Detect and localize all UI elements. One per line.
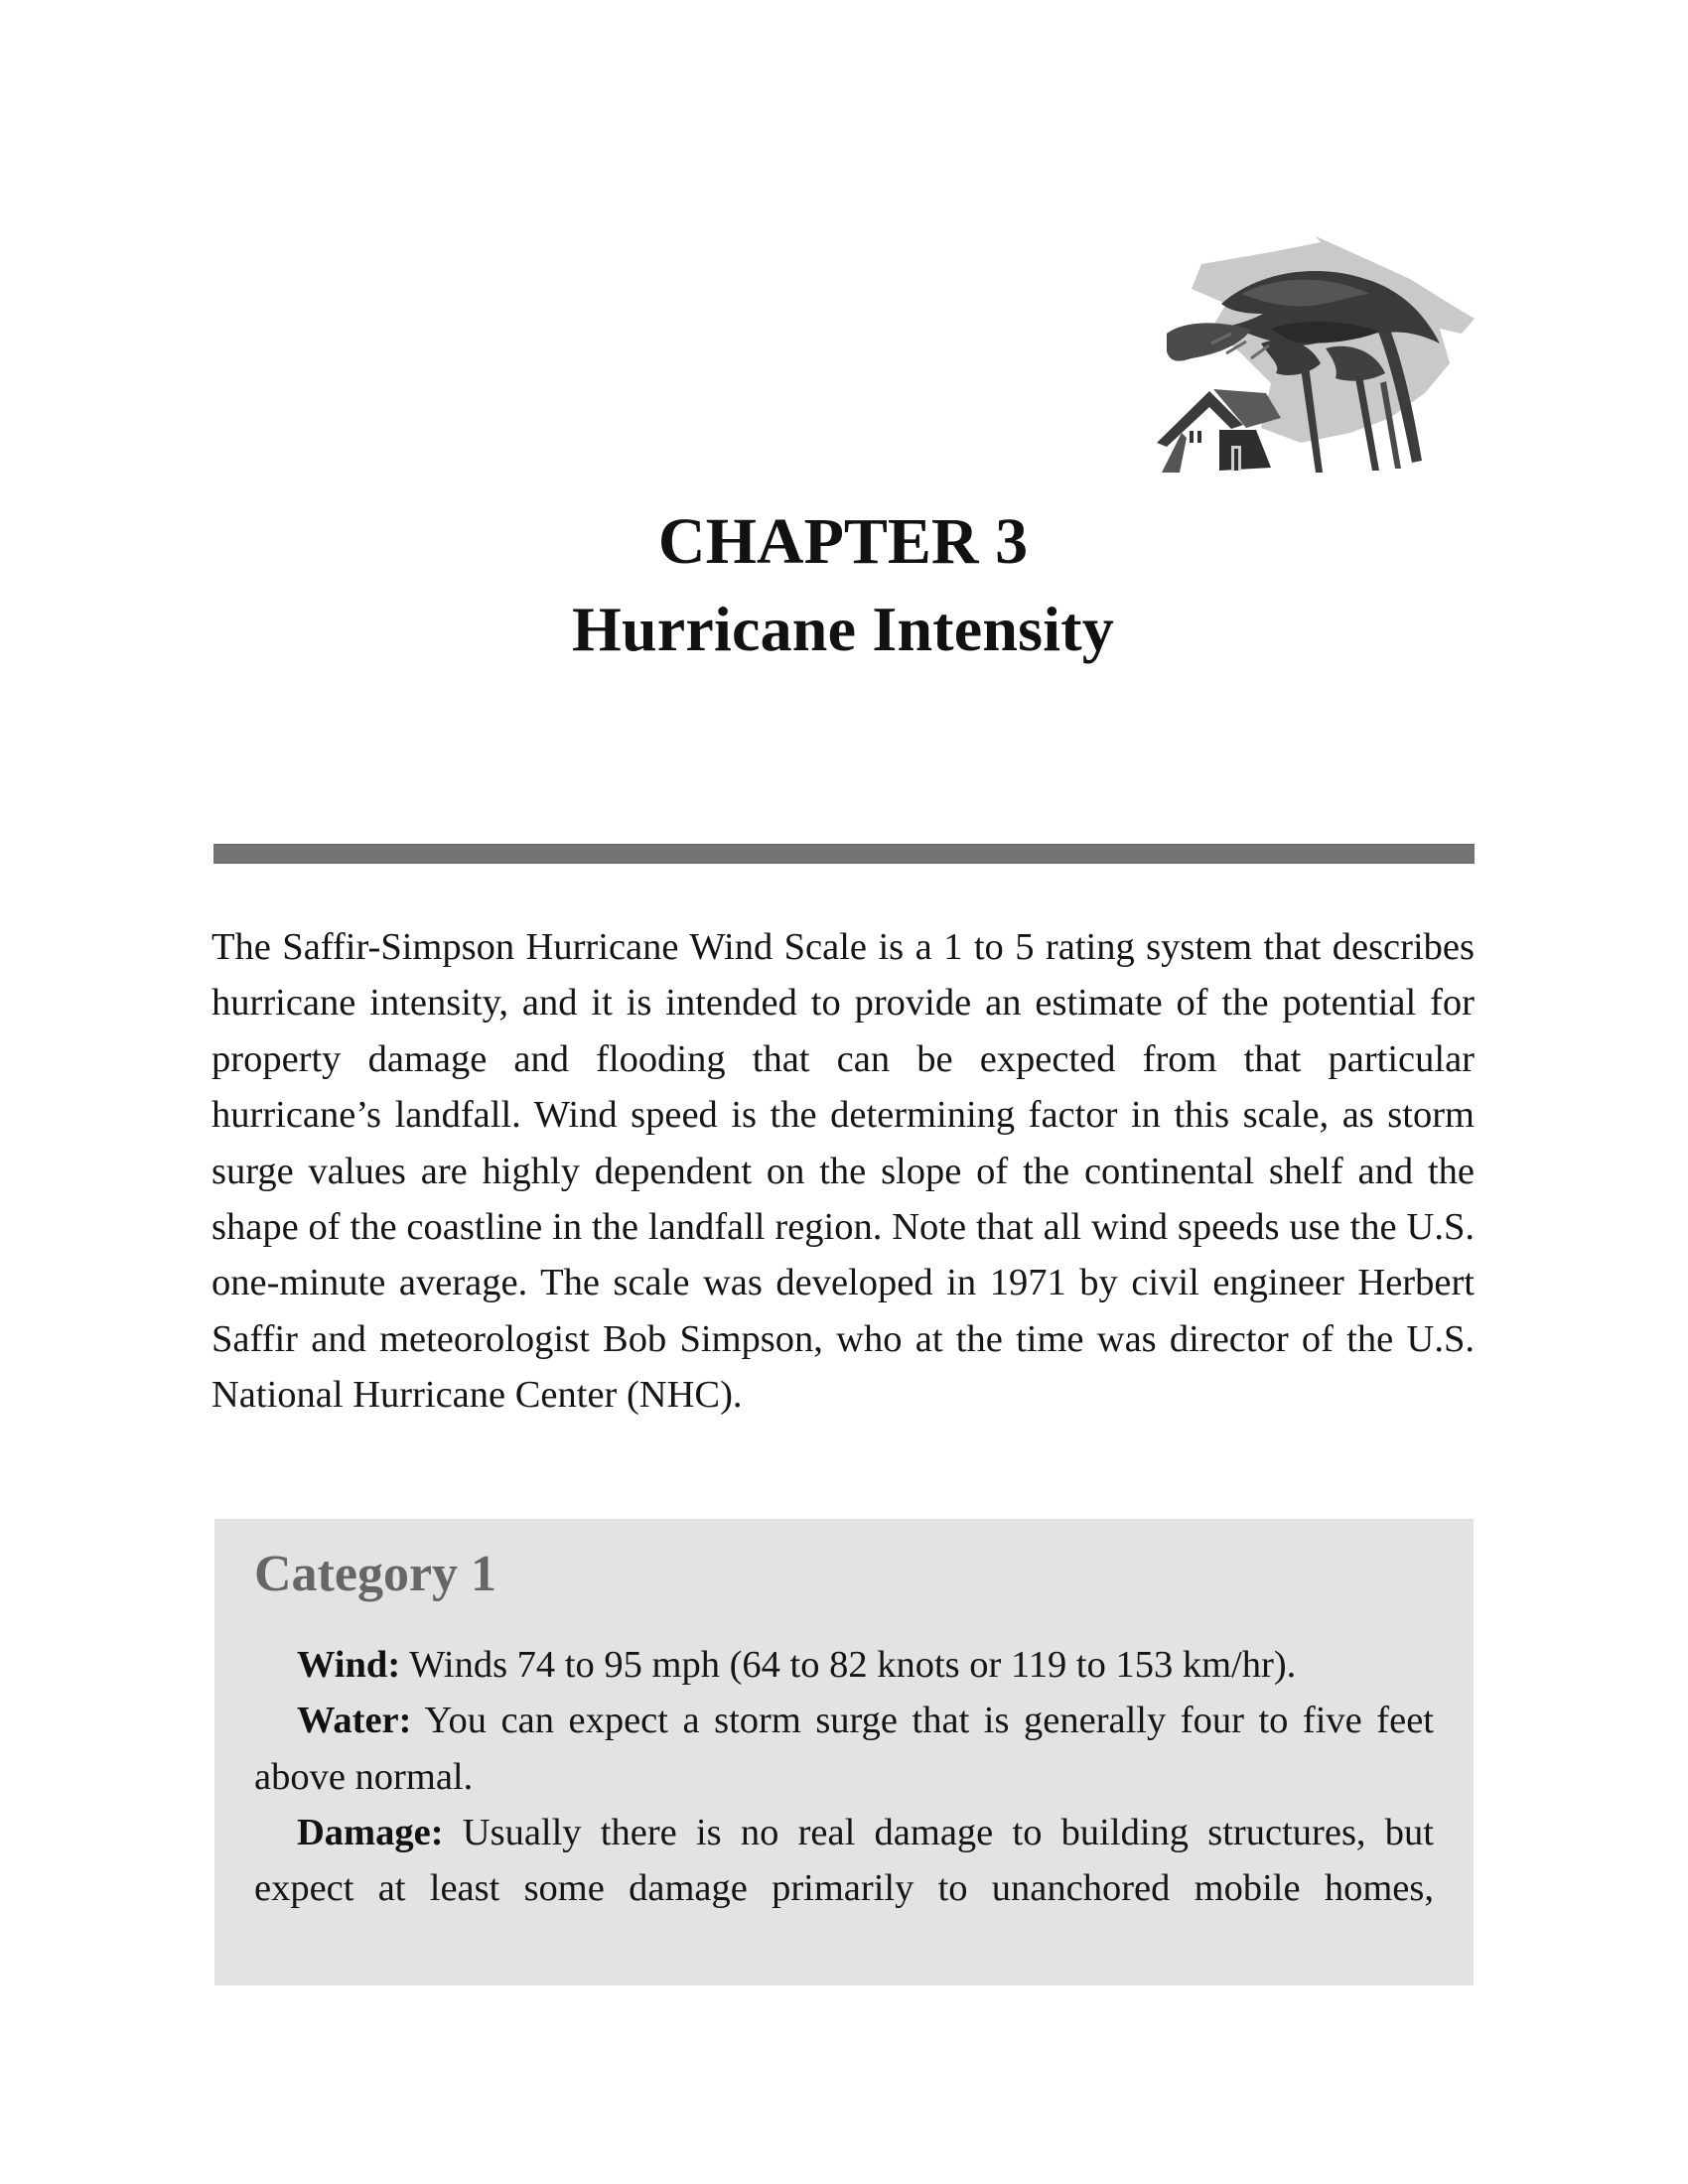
water-text: You can expect a storm surge that is generally four to five feet above normal. bbox=[254, 1700, 1434, 1798]
wind-label: Wind: bbox=[297, 1644, 401, 1686]
chapter-heading bbox=[211, 498, 1475, 673]
damage-label: Damage: bbox=[297, 1811, 444, 1853]
intro-paragraph: The Saffir-Simpson Hurricane Wind Scale is a 1 to 5 rating system that describes hurricane intensity, and it is intended to provide an estimate of the potential for property damage and flooding that can be expected from that particular hurricane’s landfall. Wind speed is the determining factor in this scale, as storm surge values are highly dependent on the slope of the continental shelf and the shape of the coastline in the landfall region. Note that all wind speeds use the U.S. one-minute average. The scale was developed in 1971 by civil engineer Herbert Saffir and meteorologist Bob Simpson, who at the time was director of the U.S. National Hurricane Center (NHC). bbox=[211, 926, 1475, 1417]
section-divider bbox=[213, 844, 1475, 864]
category-title: Category 1 bbox=[254, 1546, 497, 1602]
chapter-title: Hurricane Intensity bbox=[572, 594, 1114, 664]
damage-item bbox=[254, 1805, 1434, 1917]
wind-item bbox=[254, 1637, 1434, 1693]
chapter-number: CHAPTER 3 bbox=[657, 505, 1029, 578]
wind-text: Winds 74 to 95 mph (64 to 82 knots or 119 to 153 km/hr). bbox=[400, 1644, 1297, 1686]
damage-text: Usually there is no real damage to building structures, but expect at least some damage primarily to unanchored mobile homes, bbox=[254, 1811, 1434, 1910]
category-1-box bbox=[214, 1519, 1474, 1985]
palm-trees-house-icon bbox=[1152, 234, 1479, 492]
water-item bbox=[254, 1693, 1434, 1805]
water-label: Water: bbox=[297, 1700, 412, 1742]
hurricane-palm-trees-illustration bbox=[1152, 234, 1479, 492]
category-details bbox=[254, 1637, 1434, 1916]
